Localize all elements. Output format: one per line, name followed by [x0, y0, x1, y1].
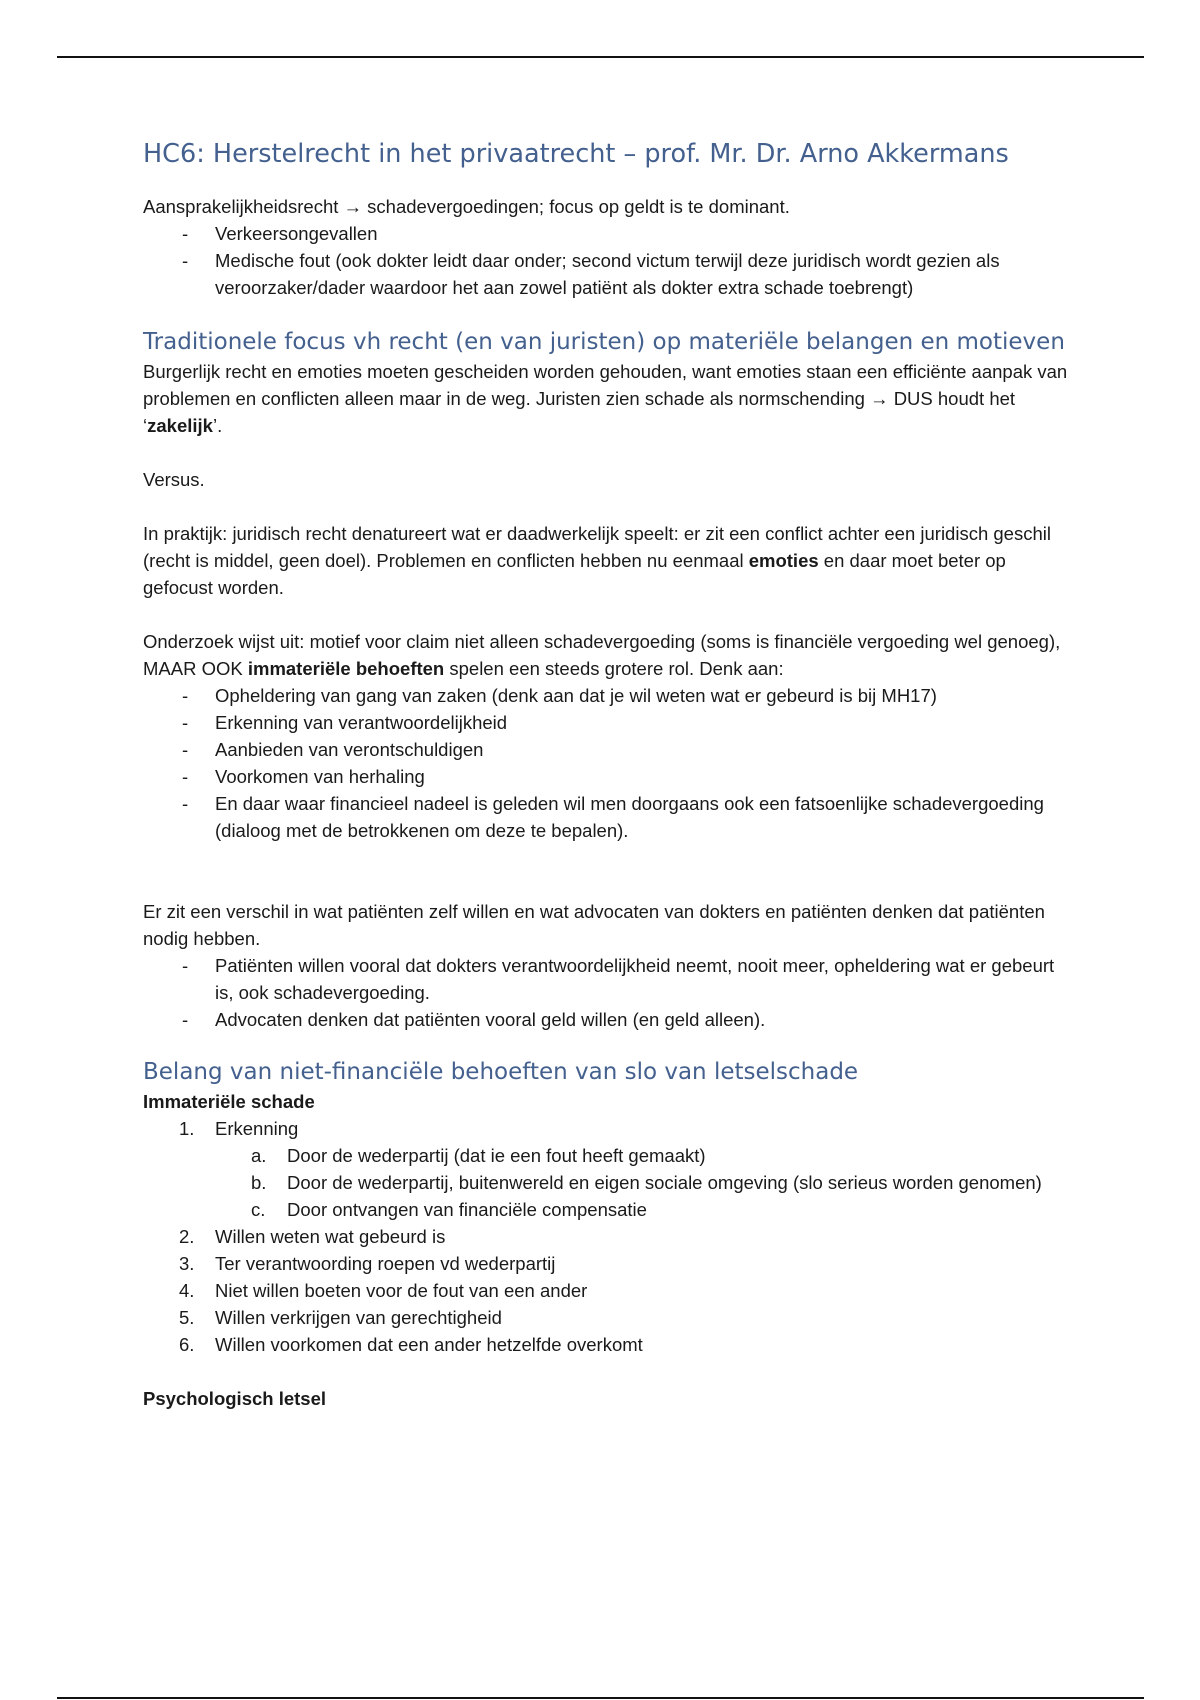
list-item: - Voorkomen van herhaling [215, 763, 1073, 790]
list-item: - Opheldering van gang van zaken (denk aan dat je wil weten wat er gebeurd is bij MH17) [215, 682, 1073, 709]
list-item: c. Door ontvangen van financiële compensatie [251, 1199, 647, 1221]
subheading-immaterial-damage: Immateriële schade [143, 1091, 315, 1113]
numbered-list [143, 1115, 1073, 1358]
list-item: - Verkeersongevallen [215, 220, 1073, 247]
section-heading-non-financial-needs: Belang van niet-financiële behoeften van slo van letselschade [143, 1059, 859, 1086]
list-item: - Aanbieden van verontschuldigen [215, 736, 1073, 763]
list-item: - Patiënten willen vooral dat dokters verantwoordelijkheid neemt, nooit meer, opheldering wat er gebeurt is, ook schadevergoeding. [215, 952, 1073, 1006]
list-item: b. Door de wederpartij, buitenwereld en eigen sociale omgeving (slo serieus worden genomen) [251, 1172, 1042, 1194]
list-item: - Medische fout (ook dokter leidt daar onder; second victum terwijl deze juridisch wordt gezien als veroorzaker/dader waardoor het aan zowel patiënt als dokter extra schade toebrengt) [215, 247, 1073, 301]
paragraph: Er zit een verschil in wat patiënten zelf willen en wat advocaten van dokters en patiënten denken dat patiënten nodig hebben. [143, 901, 1045, 950]
patients-vs-lawyers-list [143, 952, 1073, 1033]
immaterial-needs-list [143, 682, 1073, 844]
versus-text: Versus. [143, 469, 205, 491]
list-item: - Advocaten denken dat patiënten vooral geld willen (en geld alleen). [215, 1006, 1073, 1033]
list-item: 6. Willen voorkomen dat een ander hetzelfde overkomt [179, 1334, 643, 1356]
list-item: - Erkenning van verantwoordelijkheid [215, 709, 1073, 736]
list-item: 3. Ter verantwoording roepen vd wederpartij [179, 1253, 556, 1275]
paragraph: Onderzoek wijst uit: motief voor claim niet alleen schadevergoeding (soms is financiële vergoeding wel genoeg), MAAR OOK immateriële behoeften spelen een steeds grotere rol. Denk aan: [143, 631, 1061, 680]
intro-list [143, 220, 1073, 301]
document-title: HC6: Herstelrecht in het privaatrecht – prof. Mr. Dr. Arno Akkermans [143, 139, 1009, 169]
list-item: 5. Willen verkrijgen van gerechtigheid [179, 1307, 502, 1329]
subheading-psychological-injury: Psychologisch letsel [143, 1388, 327, 1410]
list-item: 2. Willen weten wat gebeurd is [179, 1226, 446, 1248]
sub-list [215, 1142, 1073, 1223]
list-item: a. Door de wederpartij (dat ie een fout heeft gemaakt) [251, 1145, 706, 1167]
section-heading-traditional-focus: Traditionele focus vh recht (en van juristen) op materiële belangen en motieven [143, 329, 1065, 356]
paragraph: Burgerlijk recht en emoties moeten gescheiden worden gehouden, want emoties staan een efficiënte aanpak van problemen en conflicten alleen maar in de weg. Juristen zien schade als normschending → DUS houdt het ‘zakelijk’. [143, 361, 1068, 437]
document-body [143, 138, 1073, 1412]
header-rule [57, 56, 1144, 58]
footer-rule [57, 1697, 1144, 1699]
list-item: 4. Niet willen boeten voor de fout van een ander [179, 1280, 588, 1302]
list-item: - En daar waar financieel nadeel is geleden wil men doorgaans ook een fatsoenlijke schadevergoeding (dialoog met de betrokkenen om deze te bepalen). [215, 790, 1073, 844]
intro-text: Aansprakelijkheidsrecht → schadevergoedingen; focus op geldt is te dominant. [143, 196, 790, 218]
list-item: 1. Erkenning a. Door de wederpartij (dat ie een fout heeft gemaakt) b. Door de wederpartij, buitenwereld en eigen sociale omgeving (slo serieus worden genomen) c. Door ontvangen van financiële compensatie [215, 1115, 1073, 1223]
paragraph: In praktijk: juridisch recht denatureert wat er daadwerkelijk speelt: er zit een conflict achter een juridisch geschil (recht is middel, geen doel). Problemen en conflicten hebben nu eenmaal emoties en daar moet beter op gefocust worden. [143, 523, 1051, 599]
